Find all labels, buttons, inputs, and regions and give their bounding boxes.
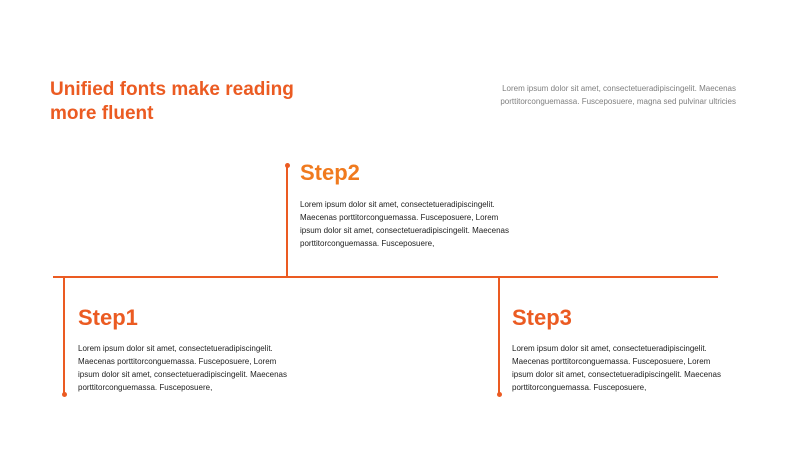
step3-body: Lorem ipsum dolor sit amet, consectetueradipiscingelit. Maecenas porttitorconguemassa. Fusceposuere, Lorem ipsum dolor sit amet, consectetueradipiscingelit. Maecenas porttitorconguemassa. Fusceposuere, xyxy=(512,344,721,392)
step3-dot xyxy=(497,392,502,397)
step1-dot xyxy=(62,392,67,397)
step3-title: Step3 xyxy=(512,305,572,330)
step3-connector xyxy=(498,277,500,394)
intro-text: Lorem ipsum dolor sit amet, consectetueradipiscingelit. Maecenas porttitorconguemassa. Fusceposuere, magna sed pulvinar ultricies xyxy=(500,84,736,106)
step1-connector xyxy=(63,277,65,394)
step1-body: Lorem ipsum dolor sit amet, consectetueradipiscingelit. Maecenas porttitorconguemassa. Fusceposuere, Lorem ipsum dolor sit amet, consectetueradipiscingelit. Maecenas porttitorconguemassa. Fusceposuere, xyxy=(78,344,287,392)
step2-dot xyxy=(285,163,290,168)
step2-connector xyxy=(286,165,288,277)
step2-body: Lorem ipsum dolor sit amet, consectetueradipiscingelit. Maecenas porttitorconguemassa. Fusceposuere, Lorem ipsum dolor sit amet, consectetueradipiscingelit. Maecenas porttitorconguemassa. Fusceposuere, xyxy=(300,200,509,248)
page-title: Unified fonts make reading more fluent xyxy=(50,79,294,124)
step2-title: Step2 xyxy=(300,160,360,185)
timeline-line xyxy=(53,276,718,278)
step1-title: Step1 xyxy=(78,305,138,330)
